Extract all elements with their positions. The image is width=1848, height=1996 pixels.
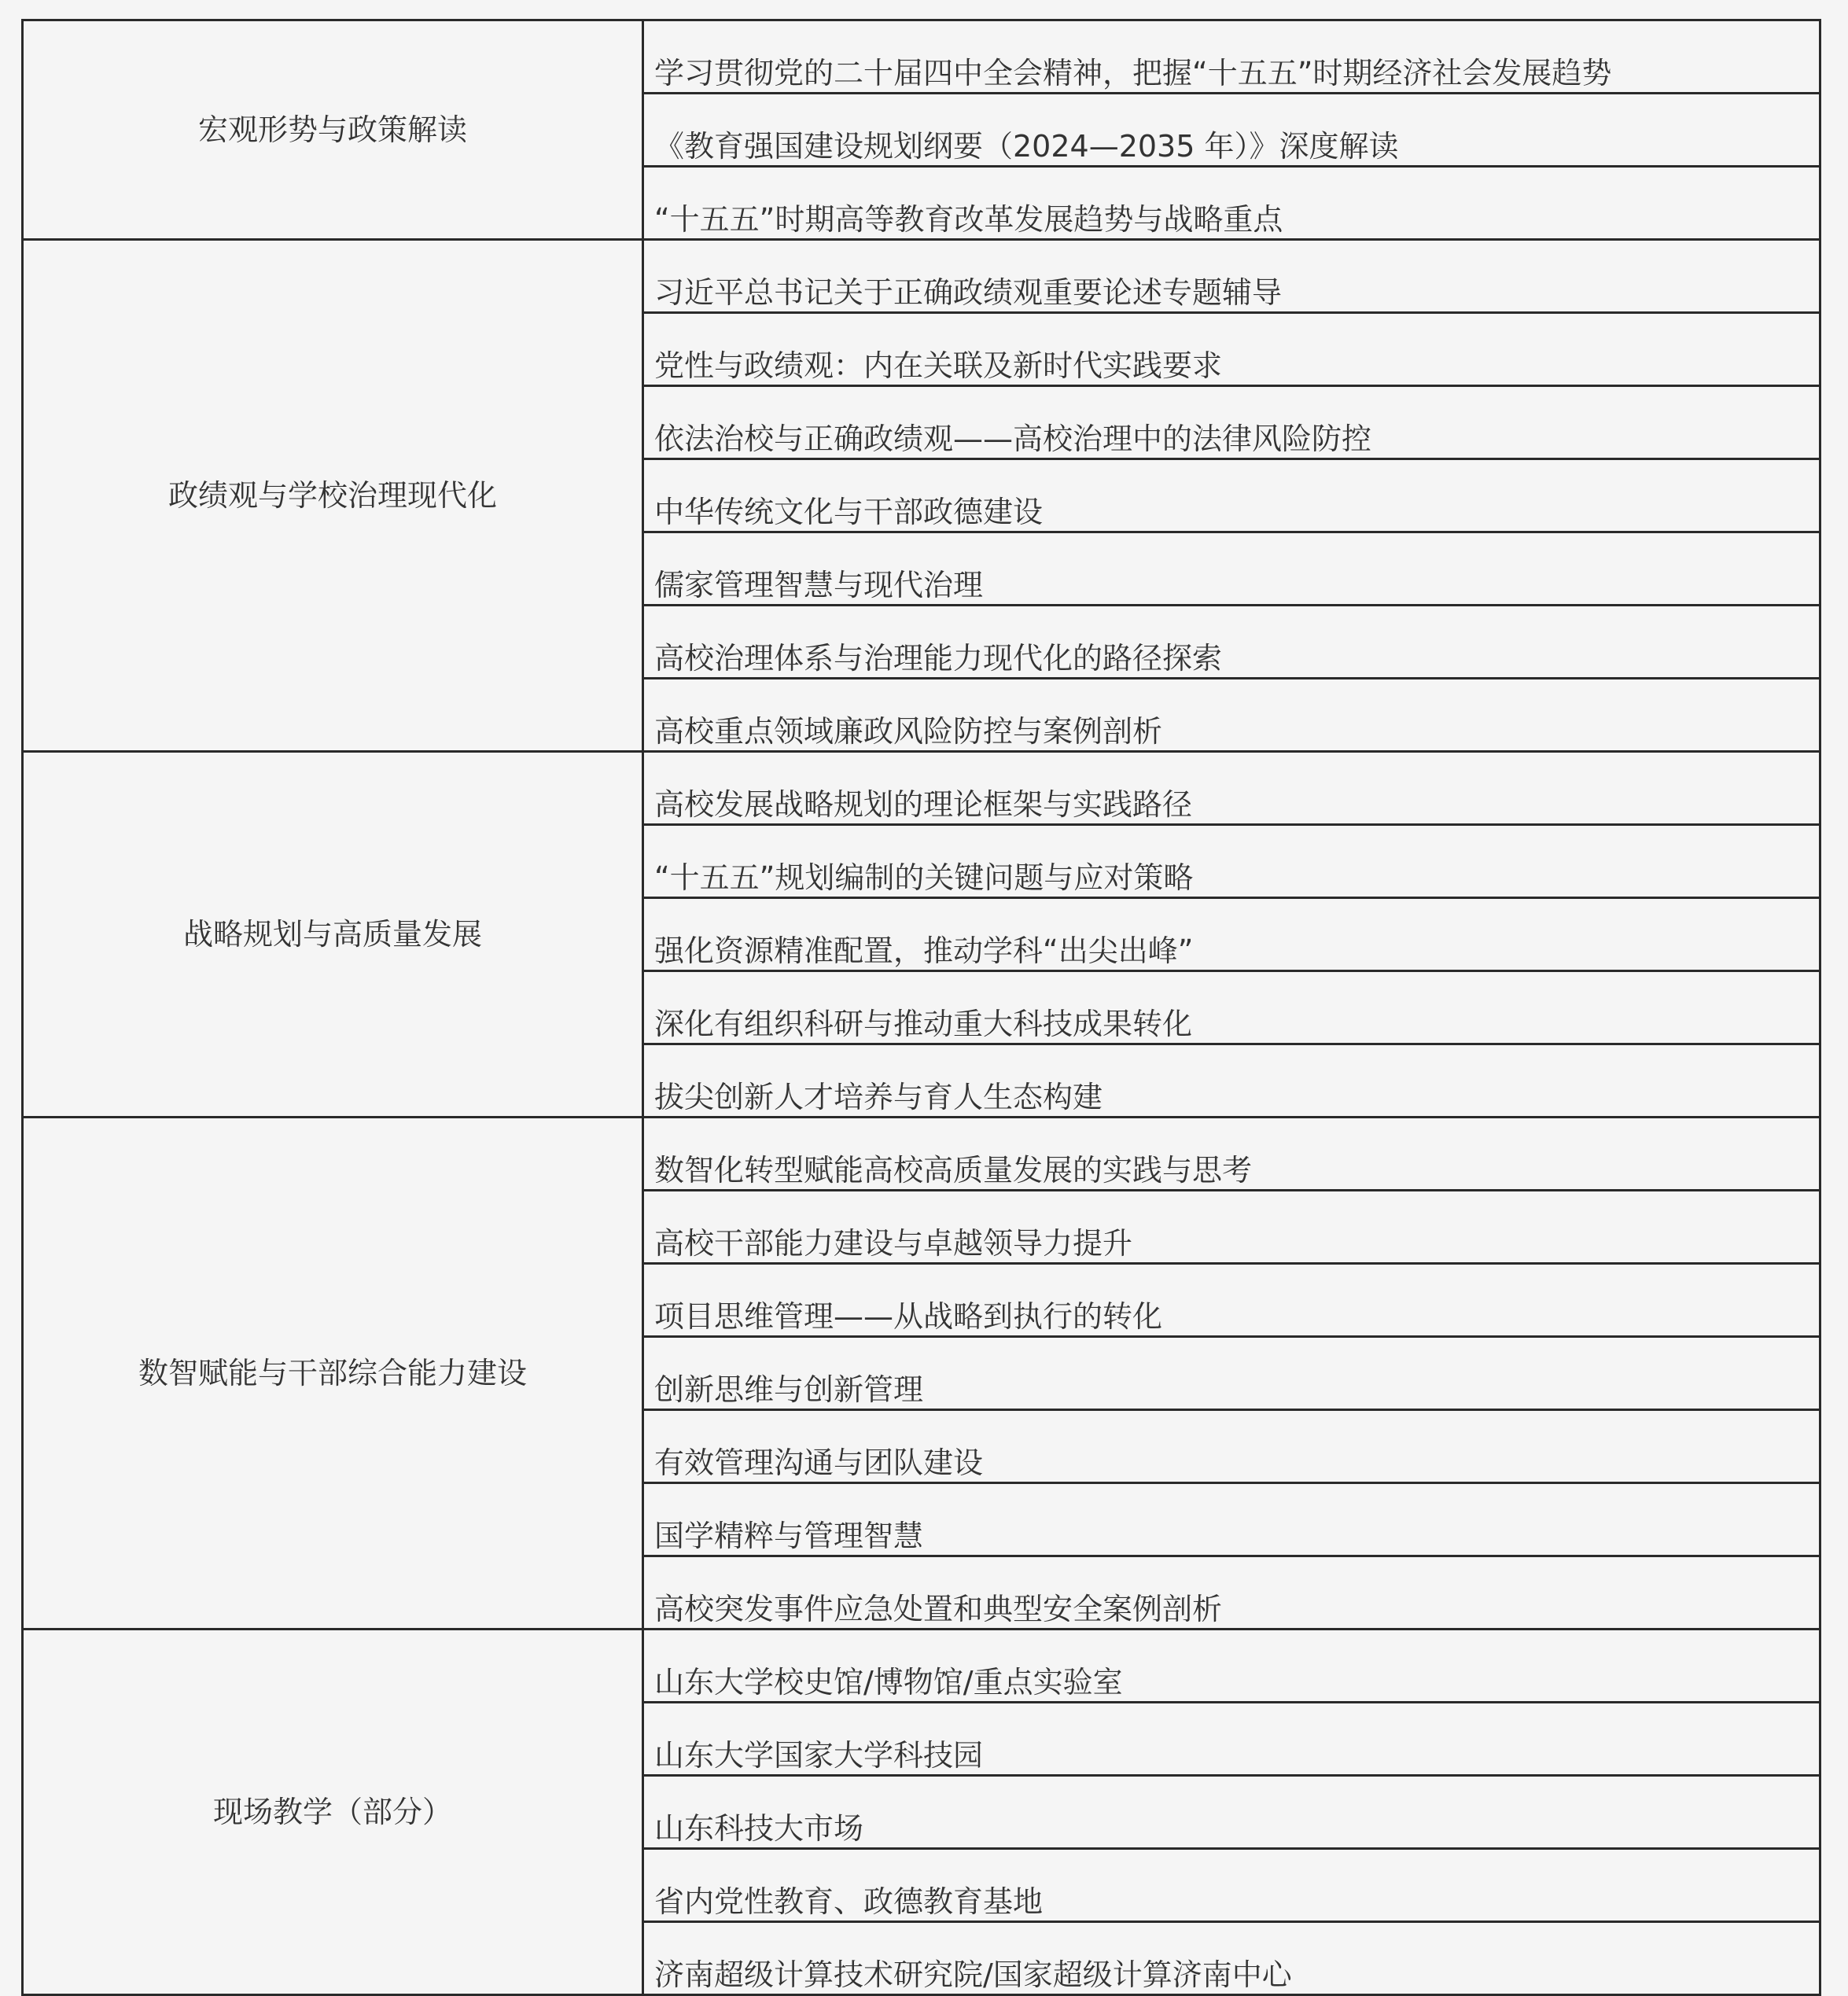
- course-cell: “十五五”时期高等教育改革发展趋势与战略重点: [643, 167, 1820, 240]
- course-cell: 数智化转型赋能高校高质量发展的实践与思考: [643, 1118, 1820, 1191]
- course-cell: 高校发展战略规划的理论框架与实践路径: [643, 752, 1820, 825]
- course-cell: 有效管理沟通与团队建设: [643, 1410, 1820, 1483]
- course-cell: “十五五”规划编制的关键问题与应对策略: [643, 825, 1820, 898]
- table-row: [23, 240, 1820, 313]
- module-name-cell: 战略规划与高质量发展: [23, 752, 643, 1118]
- module-name-cell: 宏观形势与政策解读: [23, 20, 643, 240]
- table-row: [23, 752, 1820, 825]
- curriculum-table: [21, 19, 1821, 1996]
- module-name-cell: 数智赋能与干部综合能力建设: [23, 1118, 643, 1630]
- course-cell: 高校干部能力建设与卓越领导力提升: [643, 1191, 1820, 1264]
- course-cell: 高校治理体系与治理能力现代化的路径探索: [643, 606, 1820, 679]
- table-row: [23, 1630, 1820, 1703]
- course-cell: 深化有组织科研与推动重大科技成果转化: [643, 971, 1820, 1044]
- course-cell: 党性与政绩观：内在关联及新时代实践要求: [643, 313, 1820, 386]
- course-cell: 《教育强国建设规划纲要（2024—2035 年）》深度解读: [643, 94, 1820, 167]
- curriculum-table-body: [23, 20, 1820, 1995]
- course-cell: 国学精粹与管理智慧: [643, 1483, 1820, 1556]
- course-cell: 高校突发事件应急处置和典型安全案例剖析: [643, 1556, 1820, 1630]
- course-cell: 项目思维管理——从战略到执行的转化: [643, 1264, 1820, 1337]
- course-cell: 高校重点领域廉政风险防控与案例剖析: [643, 679, 1820, 752]
- course-cell: 山东科技大市场: [643, 1776, 1820, 1849]
- course-cell: 儒家管理智慧与现代治理: [643, 532, 1820, 606]
- course-cell: 习近平总书记关于正确政绩观重要论述专题辅导: [643, 240, 1820, 313]
- course-cell: 强化资源精准配置，推动学科“出尖出峰”: [643, 898, 1820, 971]
- table-row: [23, 20, 1820, 94]
- course-cell: 依法治校与正确政绩观——高校治理中的法律风险防控: [643, 386, 1820, 459]
- course-cell: 省内党性教育、政德教育基地: [643, 1849, 1820, 1922]
- course-cell: 中华传统文化与干部政德建设: [643, 459, 1820, 532]
- course-cell: 拔尖创新人才培养与育人生态构建: [643, 1044, 1820, 1118]
- course-cell: 济南超级计算技术研究院/国家超级计算济南中心: [643, 1922, 1820, 1995]
- course-cell: 学习贯彻党的二十届四中全会精神，把握“十五五”时期经济社会发展趋势: [643, 20, 1820, 94]
- course-cell: 山东大学校史馆/博物馆/重点实验室: [643, 1630, 1820, 1703]
- module-name-cell: 现场教学（部分）: [23, 1630, 643, 1995]
- module-name-cell: 政绩观与学校治理现代化: [23, 240, 643, 752]
- course-cell: 创新思维与创新管理: [643, 1337, 1820, 1410]
- course-cell: 山东大学国家大学科技园: [643, 1703, 1820, 1776]
- table-row: [23, 1118, 1820, 1191]
